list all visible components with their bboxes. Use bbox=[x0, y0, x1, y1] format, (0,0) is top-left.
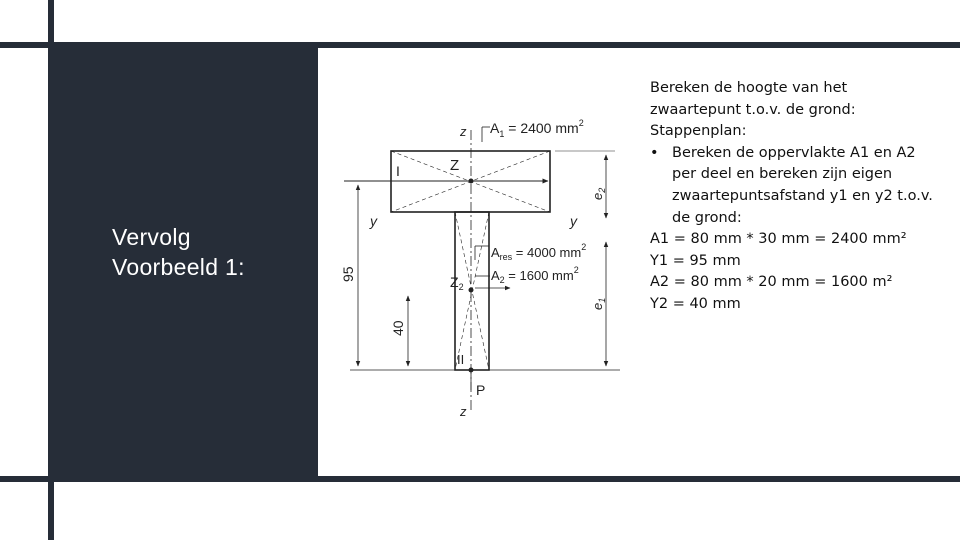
centroid-z-point bbox=[469, 179, 474, 184]
label-y-right: y bbox=[570, 213, 577, 229]
text-line-2: zwaartepunt t.o.v. de grond: bbox=[650, 101, 856, 118]
label-a2: $A_2 = 1600$ $mm^2$ bbox=[491, 265, 579, 285]
bullet-item bbox=[650, 143, 950, 229]
point-p bbox=[469, 368, 474, 373]
bullet-line-3: zwaartepuntsafstand y1 en y2 t.o.v. bbox=[672, 187, 933, 204]
centroid-z2-point bbox=[469, 288, 474, 293]
label-p: P bbox=[476, 382, 486, 398]
slide-title bbox=[112, 222, 312, 282]
slide-title-line-2: Voorbeeld 1: bbox=[112, 254, 245, 280]
label-a1: $A_1 = 2400$ $mm^2$ bbox=[490, 118, 584, 139]
bullet-icon: • bbox=[650, 144, 659, 161]
calc-line-y2: Y2 = 40 mm bbox=[650, 295, 741, 312]
label-z-bottom: z bbox=[460, 404, 467, 419]
text-line-1: Bereken de hoogte van het bbox=[650, 80, 848, 96]
explanation-text bbox=[650, 78, 950, 316]
label-y-left: y bbox=[370, 213, 377, 229]
calc-line-a1: A1 = 80 mm * 30 mm = 2400 mm² bbox=[650, 231, 907, 248]
bullet-line-1: Bereken de oppervlakte A1 en A2 bbox=[672, 144, 916, 161]
slide-title-line-1: Vervolg bbox=[112, 224, 191, 250]
label-e2: $e_2$ bbox=[590, 187, 607, 200]
calc-line-a2: A2 = 80 mm * 20 mm = 1600 m² bbox=[650, 274, 893, 291]
bullet-line-4: de grond: bbox=[672, 209, 742, 226]
text-line-3: Stappenplan: bbox=[650, 123, 747, 140]
dimension-40: 40 bbox=[390, 320, 406, 336]
t-section-drawing bbox=[330, 100, 630, 430]
frame-line-bottom bbox=[0, 476, 960, 482]
t-section-figure bbox=[330, 100, 630, 430]
label-part-i: I bbox=[396, 163, 400, 179]
label-z-center: Z bbox=[450, 157, 460, 174]
label-e1: $e_1$ bbox=[590, 297, 607, 310]
label-z2: $Z_2$ bbox=[450, 274, 464, 292]
label-part-ii: II bbox=[457, 352, 465, 367]
label-ares: $A_{res} = 4000$ $mm^2$ bbox=[491, 242, 587, 262]
bullet-line-2: per deel en bereken zijn eigen bbox=[672, 166, 893, 183]
label-z-top: z bbox=[460, 124, 467, 139]
calc-line-y1: Y1 = 95 mm bbox=[650, 252, 741, 269]
dimension-95: 95 bbox=[340, 266, 356, 282]
